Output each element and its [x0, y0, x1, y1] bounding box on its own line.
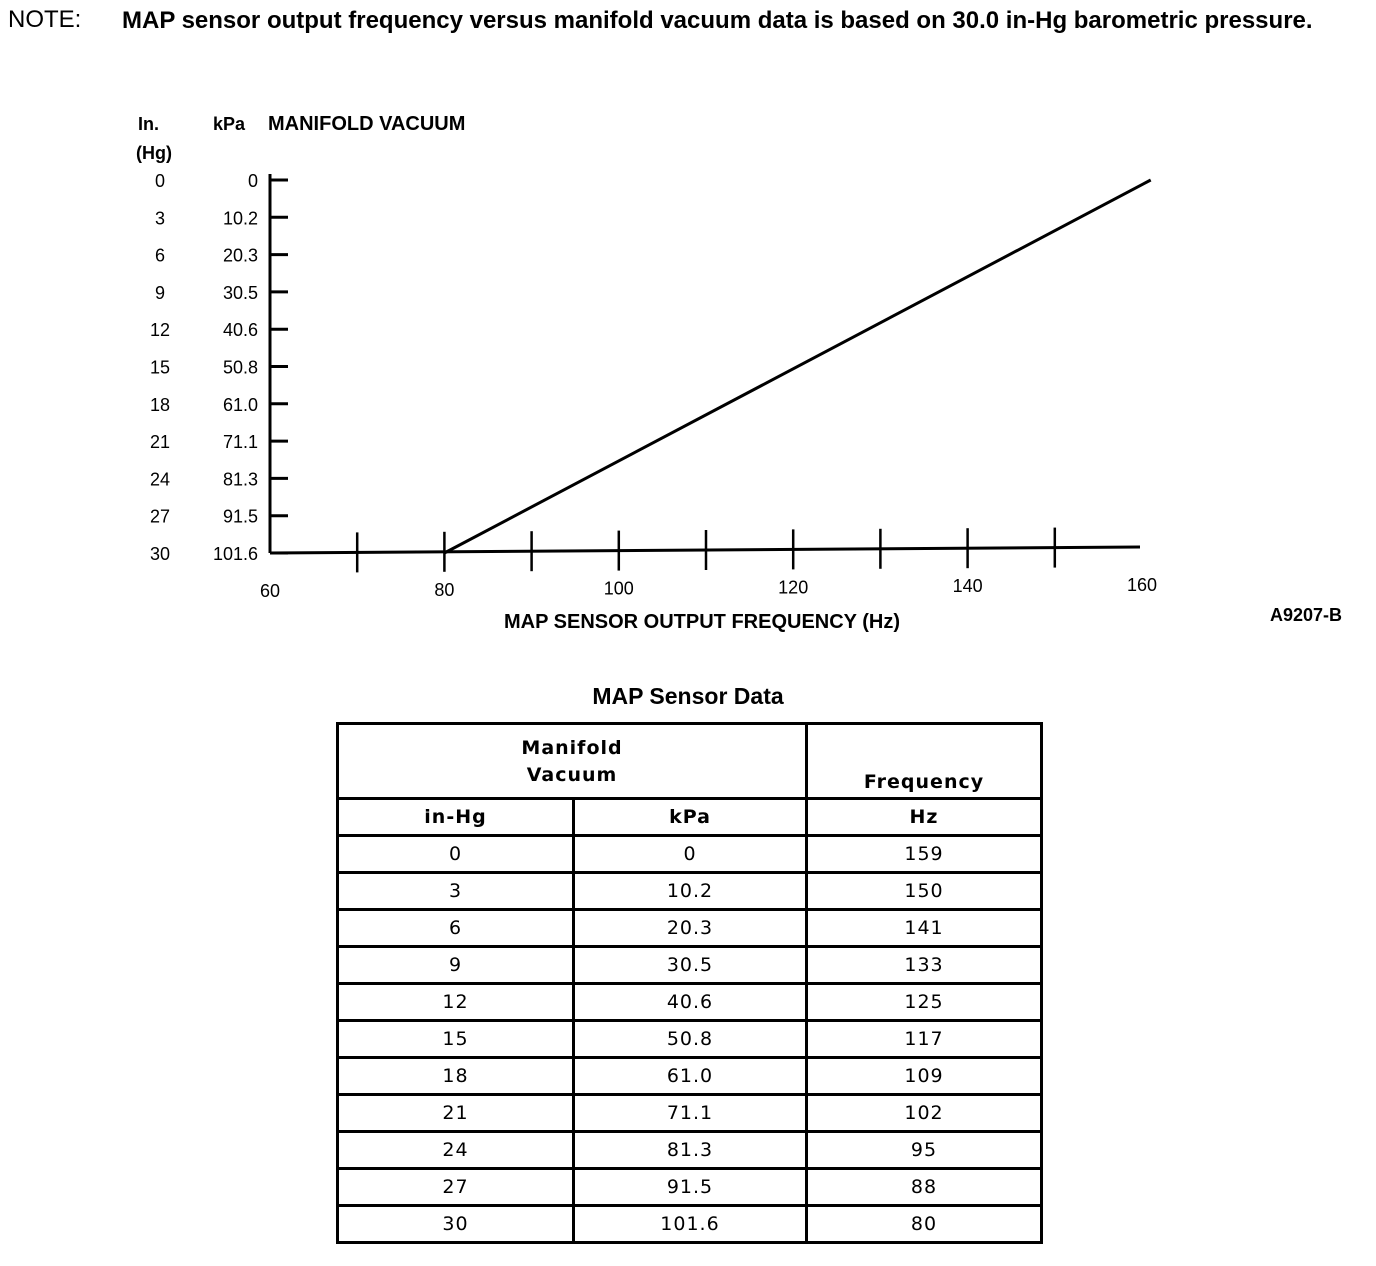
cell-kpa: 10.2 [574, 873, 807, 910]
cell-hz: 141 [807, 910, 1042, 947]
frequency-header: Frequency [807, 724, 1042, 799]
cell-kpa: 61.0 [574, 1058, 807, 1095]
cell-inhg: 15 [338, 1021, 574, 1058]
x-tick-label: 140 [952, 576, 983, 597]
cell-kpa: 71.1 [574, 1095, 807, 1132]
table-row [338, 1169, 1042, 1206]
y-tick-label-inhg: 6 [154, 245, 166, 266]
table-row [338, 836, 1042, 873]
y-tick-label-inhg: 21 [149, 432, 171, 453]
y-tick-label-kpa: 40.6 [222, 320, 258, 341]
table-row [338, 910, 1042, 947]
x-tick-label: 160 [1126, 574, 1158, 595]
y-axis-kpa-label: kPa [213, 114, 246, 134]
cell-inhg: 21 [338, 1095, 574, 1132]
x-tick-label: 100 [603, 578, 634, 599]
y-tick-label-inhg: 30 [149, 544, 171, 564]
y-tick-label-kpa: 0 [247, 171, 258, 191]
y-tick-label-kpa: 61.0 [222, 394, 258, 415]
chart-title: MANIFOLD VACUUM [268, 113, 466, 135]
series-line [444, 180, 1150, 553]
x-tick-label: 120 [778, 577, 809, 598]
cell-hz: 150 [807, 873, 1042, 910]
x-axis-label: MAP SENSOR OUTPUT FREQUENCY (Hz) [504, 611, 900, 633]
cell-inhg: 12 [338, 984, 574, 1021]
y-tick-label-inhg: 12 [149, 320, 171, 341]
y-tick-label-inhg: 0 [154, 171, 166, 191]
cell-kpa: 20.3 [574, 910, 807, 947]
cell-inhg: 3 [338, 873, 574, 910]
cell-hz: 88 [807, 1169, 1042, 1206]
cell-kpa: 101.6 [574, 1206, 807, 1243]
cell-hz: 159 [807, 836, 1042, 873]
y-tick-label-kpa: 10.2 [222, 208, 258, 229]
table-row [338, 984, 1042, 1021]
y-tick-label-inhg: 9 [154, 282, 166, 303]
cell-kpa: 30.5 [574, 947, 807, 984]
cell-inhg: 30 [338, 1206, 574, 1243]
map-sensor-data-table [336, 722, 1043, 1244]
y-tick-label-inhg: 24 [149, 469, 171, 490]
y-axis-inhg-unit-label: (Hg) [136, 143, 172, 163]
y-tick-label-kpa: 20.3 [222, 245, 258, 266]
y-tick-label-kpa: 30.5 [222, 282, 258, 303]
note-label: NOTE: [8, 6, 82, 33]
cell-inhg: 6 [338, 910, 574, 947]
manifold-header-line1: Manifold [521, 737, 623, 759]
table-title: MAP Sensor Data [592, 683, 784, 709]
table-row [338, 1095, 1042, 1132]
cell-hz: 95 [807, 1132, 1042, 1169]
cell-hz: 109 [807, 1058, 1042, 1095]
manifold-header-line2: Vacuum [526, 764, 618, 786]
y-tick-label-kpa: 81.3 [222, 469, 258, 490]
cell-hz: 125 [807, 984, 1042, 1021]
y-tick-label-inhg: 3 [154, 208, 166, 229]
y-tick-label-kpa: 71.1 [222, 432, 258, 453]
cell-inhg: 24 [338, 1132, 574, 1169]
cell-inhg: 18 [338, 1058, 574, 1095]
manifold-vacuum-header [338, 724, 807, 799]
cell-inhg: 9 [338, 947, 574, 984]
table-row [338, 1058, 1042, 1095]
cell-kpa: 50.8 [574, 1021, 807, 1058]
y-tick-label-kpa: 50.8 [222, 357, 258, 378]
note-text: MAP sensor output frequency versus manifold vacuum data is based on 30.0 in-Hg barometric pressure. [122, 7, 1313, 34]
cell-kpa: 0 [574, 836, 807, 873]
y-tick-label-inhg: 15 [149, 357, 171, 378]
table-row [338, 947, 1042, 984]
cell-hz: 102 [807, 1095, 1042, 1132]
y-tick-label-kpa: 101.6 [212, 544, 258, 564]
figure-code: A9207-B [1270, 605, 1343, 625]
x-tick-label: 80 [434, 579, 455, 600]
table-row [338, 1132, 1042, 1169]
y-tick-label-kpa: 91.5 [222, 506, 258, 527]
cell-hz: 133 [807, 947, 1042, 984]
table-row [338, 873, 1042, 910]
column-header-kpa: kPa [574, 799, 807, 836]
column-header-hz: Hz [807, 799, 1042, 836]
y-axis-inhg-label: In. [138, 114, 159, 134]
cell-inhg: 0 [338, 836, 574, 873]
cell-inhg: 27 [338, 1169, 574, 1206]
y-tick-label-inhg: 18 [149, 394, 171, 415]
cell-hz: 80 [807, 1206, 1042, 1243]
table-row [338, 1021, 1042, 1058]
cell-hz: 117 [807, 1021, 1042, 1058]
cell-kpa: 81.3 [574, 1132, 807, 1169]
column-header-inhg: in-Hg [338, 799, 574, 836]
cell-kpa: 40.6 [574, 984, 807, 1021]
table-row [338, 1206, 1042, 1243]
y-tick-label-inhg: 27 [149, 506, 171, 527]
cell-kpa: 91.5 [574, 1169, 807, 1206]
x-tick-label: 60 [259, 581, 281, 601]
